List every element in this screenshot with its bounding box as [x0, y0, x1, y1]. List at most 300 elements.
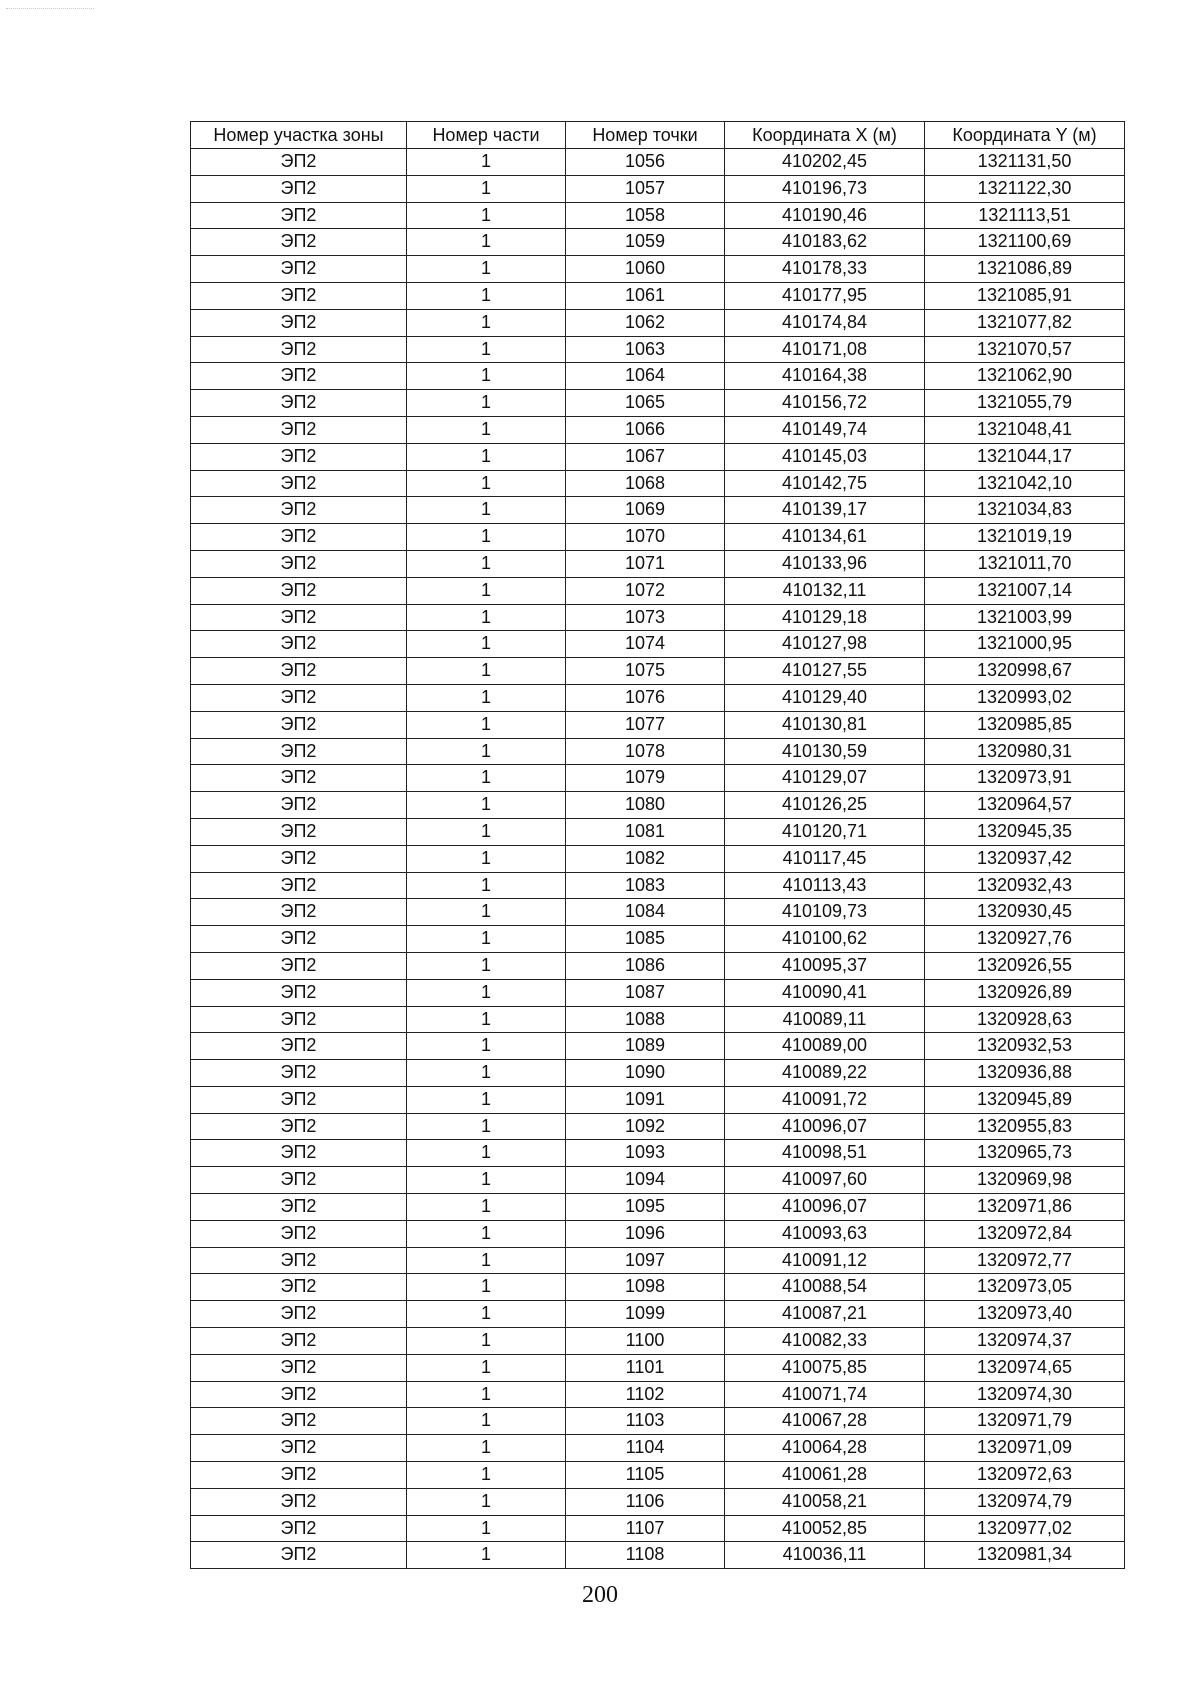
cell-coordinate-y: 1321113,51 [925, 202, 1125, 229]
cell-coordinate-y: 1320926,89 [925, 979, 1125, 1006]
cell-zone-section: ЭП2 [191, 872, 407, 899]
cell-coordinate-y: 1320973,91 [925, 765, 1125, 792]
cell-coordinate-y: 1320972,77 [925, 1247, 1125, 1274]
cell-coordinate-x: 410202,45 [725, 149, 925, 176]
cell-point-number: 1058 [566, 202, 725, 229]
cell-point-number: 1083 [566, 872, 725, 899]
cell-zone-section: ЭП2 [191, 1113, 407, 1140]
cell-part-number: 1 [407, 738, 566, 765]
cell-zone-section: ЭП2 [191, 416, 407, 443]
table-row [191, 631, 1125, 658]
cell-zone-section: ЭП2 [191, 1462, 407, 1489]
cell-part-number: 1 [407, 792, 566, 819]
cell-zone-section: ЭП2 [191, 684, 407, 711]
cell-part-number: 1 [407, 1301, 566, 1328]
cell-part-number: 1 [407, 1113, 566, 1140]
cell-part-number: 1 [407, 1515, 566, 1542]
cell-coordinate-x: 410061,28 [725, 1462, 925, 1489]
header-row [191, 122, 1125, 149]
cell-part-number: 1 [407, 1167, 566, 1194]
cell-coordinate-y: 1321007,14 [925, 577, 1125, 604]
cell-part-number: 1 [407, 524, 566, 551]
cell-zone-section: ЭП2 [191, 765, 407, 792]
cell-zone-section: ЭП2 [191, 1220, 407, 1247]
cell-point-number: 1095 [566, 1194, 725, 1221]
table-row [191, 1086, 1125, 1113]
cell-zone-section: ЭП2 [191, 1328, 407, 1355]
cell-point-number: 1104 [566, 1435, 725, 1462]
cell-coordinate-y: 1320927,76 [925, 926, 1125, 953]
cell-coordinate-x: 410067,28 [725, 1408, 925, 1435]
cell-zone-section: ЭП2 [191, 470, 407, 497]
cell-point-number: 1077 [566, 711, 725, 738]
cell-coordinate-y: 1321048,41 [925, 416, 1125, 443]
table-row [191, 1194, 1125, 1221]
table-row [191, 363, 1125, 390]
table-row [191, 1167, 1125, 1194]
cell-zone-section: ЭП2 [191, 282, 407, 309]
table-row [191, 845, 1125, 872]
cell-zone-section: ЭП2 [191, 1006, 407, 1033]
cell-coordinate-y: 1321062,90 [925, 363, 1125, 390]
table-row [191, 229, 1125, 256]
table-row [191, 765, 1125, 792]
cell-part-number: 1 [407, 202, 566, 229]
table-row [191, 926, 1125, 953]
cell-coordinate-x: 410134,61 [725, 524, 925, 551]
cell-zone-section: ЭП2 [191, 604, 407, 631]
cell-coordinate-x: 410089,00 [725, 1033, 925, 1060]
table-row [191, 1462, 1125, 1489]
table-header [191, 122, 1125, 149]
cell-part-number: 1 [407, 1354, 566, 1381]
cell-coordinate-x: 410091,12 [725, 1247, 925, 1274]
page-number: 200 [582, 1582, 618, 1608]
cell-zone-section: ЭП2 [191, 1515, 407, 1542]
cell-coordinate-y: 1321070,57 [925, 336, 1125, 363]
cell-point-number: 1085 [566, 926, 725, 953]
cell-coordinate-y: 1320955,83 [925, 1113, 1125, 1140]
cell-coordinate-y: 1320930,45 [925, 899, 1125, 926]
table-row [191, 416, 1125, 443]
cell-part-number: 1 [407, 1462, 566, 1489]
table-row [191, 256, 1125, 283]
cell-zone-section: ЭП2 [191, 1247, 407, 1274]
cell-part-number: 1 [407, 309, 566, 336]
cell-point-number: 1105 [566, 1462, 725, 1489]
cell-part-number: 1 [407, 1542, 566, 1569]
cell-coordinate-x: 410088,54 [725, 1274, 925, 1301]
cell-coordinate-x: 410052,85 [725, 1515, 925, 1542]
cell-coordinate-x: 410145,03 [725, 443, 925, 470]
cell-zone-section: ЭП2 [191, 1086, 407, 1113]
table-row [191, 1488, 1125, 1515]
cell-coordinate-x: 410096,07 [725, 1113, 925, 1140]
cell-coordinate-x: 410098,51 [725, 1140, 925, 1167]
header-zone-section: Номер участка зоны [191, 122, 407, 149]
cell-coordinate-x: 410130,59 [725, 738, 925, 765]
table-row [191, 497, 1125, 524]
cell-zone-section: ЭП2 [191, 792, 407, 819]
cell-coordinate-x: 410058,21 [725, 1488, 925, 1515]
cell-coordinate-x: 410133,96 [725, 550, 925, 577]
table-row [191, 872, 1125, 899]
cell-coordinate-y: 1321042,10 [925, 470, 1125, 497]
cell-zone-section: ЭП2 [191, 336, 407, 363]
cell-zone-section: ЭП2 [191, 711, 407, 738]
table-row [191, 309, 1125, 336]
cell-part-number: 1 [407, 1220, 566, 1247]
cell-point-number: 1097 [566, 1247, 725, 1274]
cell-coordinate-y: 1321055,79 [925, 390, 1125, 417]
cell-point-number: 1060 [566, 256, 725, 283]
cell-coordinate-x: 410120,71 [725, 818, 925, 845]
cell-zone-section: ЭП2 [191, 1488, 407, 1515]
cell-point-number: 1076 [566, 684, 725, 711]
cell-zone-section: ЭП2 [191, 1033, 407, 1060]
cell-part-number: 1 [407, 658, 566, 685]
table-row [191, 550, 1125, 577]
table-row [191, 1220, 1125, 1247]
cell-point-number: 1107 [566, 1515, 725, 1542]
table-row [191, 658, 1125, 685]
cell-zone-section: ЭП2 [191, 926, 407, 953]
cell-zone-section: ЭП2 [191, 952, 407, 979]
cell-coordinate-y: 1320971,79 [925, 1408, 1125, 1435]
cell-point-number: 1088 [566, 1006, 725, 1033]
cell-coordinate-y: 1321044,17 [925, 443, 1125, 470]
cell-coordinate-x: 410130,81 [725, 711, 925, 738]
table-row [191, 684, 1125, 711]
cell-zone-section: ЭП2 [191, 202, 407, 229]
cell-coordinate-x: 410183,62 [725, 229, 925, 256]
cell-coordinate-y: 1320973,05 [925, 1274, 1125, 1301]
cell-coordinate-y: 1321085,91 [925, 282, 1125, 309]
cell-coordinate-y: 1321019,19 [925, 524, 1125, 551]
cell-point-number: 1072 [566, 577, 725, 604]
cell-part-number: 1 [407, 979, 566, 1006]
table-row [191, 1515, 1125, 1542]
cell-coordinate-x: 410196,73 [725, 175, 925, 202]
cell-coordinate-x: 410127,98 [725, 631, 925, 658]
cell-part-number: 1 [407, 926, 566, 953]
cell-coordinate-x: 410089,11 [725, 1006, 925, 1033]
cell-zone-section: ЭП2 [191, 550, 407, 577]
cell-coordinate-y: 1320980,31 [925, 738, 1125, 765]
cell-coordinate-x: 410096,07 [725, 1194, 925, 1221]
cell-coordinate-y: 1320945,89 [925, 1086, 1125, 1113]
table-row [191, 899, 1125, 926]
cell-zone-section: ЭП2 [191, 229, 407, 256]
cell-point-number: 1069 [566, 497, 725, 524]
scan-artifact [6, 8, 94, 11]
cell-point-number: 1067 [566, 443, 725, 470]
cell-point-number: 1099 [566, 1301, 725, 1328]
table-row [191, 443, 1125, 470]
table-row [191, 1435, 1125, 1462]
cell-point-number: 1063 [566, 336, 725, 363]
header-point-number: Номер точки [566, 122, 725, 149]
cell-zone-section: ЭП2 [191, 818, 407, 845]
cell-coordinate-x: 410064,28 [725, 1435, 925, 1462]
cell-coordinate-y: 1321003,99 [925, 604, 1125, 631]
cell-zone-section: ЭП2 [191, 1542, 407, 1569]
cell-point-number: 1079 [566, 765, 725, 792]
table-row [191, 1247, 1125, 1274]
cell-zone-section: ЭП2 [191, 631, 407, 658]
cell-zone-section: ЭП2 [191, 524, 407, 551]
cell-coordinate-y: 1320974,30 [925, 1381, 1125, 1408]
cell-point-number: 1071 [566, 550, 725, 577]
cell-zone-section: ЭП2 [191, 256, 407, 283]
cell-part-number: 1 [407, 1408, 566, 1435]
table-row [191, 1542, 1125, 1569]
cell-part-number: 1 [407, 256, 566, 283]
cell-part-number: 1 [407, 550, 566, 577]
cell-coordinate-y: 1321100,69 [925, 229, 1125, 256]
cell-point-number: 1061 [566, 282, 725, 309]
cell-coordinate-y: 1320971,09 [925, 1435, 1125, 1462]
table-row [191, 738, 1125, 765]
cell-coordinate-y: 1320972,84 [925, 1220, 1125, 1247]
coordinates-table [190, 121, 1125, 1569]
cell-point-number: 1098 [566, 1274, 725, 1301]
cell-point-number: 1056 [566, 149, 725, 176]
cell-coordinate-x: 410129,18 [725, 604, 925, 631]
cell-coordinate-y: 1321122,30 [925, 175, 1125, 202]
cell-part-number: 1 [407, 1274, 566, 1301]
cell-coordinate-y: 1320985,85 [925, 711, 1125, 738]
cell-part-number: 1 [407, 175, 566, 202]
cell-coordinate-x: 410093,63 [725, 1220, 925, 1247]
cell-zone-section: ЭП2 [191, 175, 407, 202]
table-row [191, 390, 1125, 417]
table-row [191, 818, 1125, 845]
table-row [191, 282, 1125, 309]
cell-zone-section: ЭП2 [191, 497, 407, 524]
cell-point-number: 1070 [566, 524, 725, 551]
cell-coordinate-x: 410149,74 [725, 416, 925, 443]
cell-point-number: 1066 [566, 416, 725, 443]
cell-part-number: 1 [407, 497, 566, 524]
cell-zone-section: ЭП2 [191, 443, 407, 470]
cell-zone-section: ЭП2 [191, 1194, 407, 1221]
cell-point-number: 1062 [566, 309, 725, 336]
cell-part-number: 1 [407, 1247, 566, 1274]
table-row [191, 1033, 1125, 1060]
cell-zone-section: ЭП2 [191, 363, 407, 390]
cell-coordinate-y: 1320974,79 [925, 1488, 1125, 1515]
cell-part-number: 1 [407, 443, 566, 470]
cell-part-number: 1 [407, 684, 566, 711]
cell-coordinate-x: 410178,33 [725, 256, 925, 283]
cell-point-number: 1090 [566, 1060, 725, 1087]
cell-coordinate-x: 410071,74 [725, 1381, 925, 1408]
cell-coordinate-y: 1320974,65 [925, 1354, 1125, 1381]
cell-part-number: 1 [407, 229, 566, 256]
cell-zone-section: ЭП2 [191, 577, 407, 604]
cell-point-number: 1081 [566, 818, 725, 845]
cell-coordinate-y: 1320981,34 [925, 1542, 1125, 1569]
cell-point-number: 1073 [566, 604, 725, 631]
cell-point-number: 1108 [566, 1542, 725, 1569]
table-row [191, 470, 1125, 497]
cell-coordinate-y: 1321086,89 [925, 256, 1125, 283]
cell-zone-section: ЭП2 [191, 1435, 407, 1462]
cell-coordinate-y: 1320964,57 [925, 792, 1125, 819]
cell-part-number: 1 [407, 1006, 566, 1033]
cell-coordinate-y: 1320998,67 [925, 658, 1125, 685]
cell-zone-section: ЭП2 [191, 1274, 407, 1301]
cell-point-number: 1096 [566, 1220, 725, 1247]
cell-part-number: 1 [407, 604, 566, 631]
header-coordinate-y: Координата Y (м) [925, 122, 1125, 149]
cell-coordinate-x: 410174,84 [725, 309, 925, 336]
cell-point-number: 1059 [566, 229, 725, 256]
cell-coordinate-y: 1320965,73 [925, 1140, 1125, 1167]
cell-coordinate-x: 410089,22 [725, 1060, 925, 1087]
cell-coordinate-x: 410091,72 [725, 1086, 925, 1113]
cell-point-number: 1089 [566, 1033, 725, 1060]
table-row [191, 149, 1125, 176]
cell-point-number: 1080 [566, 792, 725, 819]
cell-zone-section: ЭП2 [191, 1140, 407, 1167]
table-row [191, 1006, 1125, 1033]
cell-point-number: 1093 [566, 1140, 725, 1167]
cell-coordinate-y: 1320973,40 [925, 1301, 1125, 1328]
cell-part-number: 1 [407, 470, 566, 497]
cell-part-number: 1 [407, 845, 566, 872]
table-row [191, 524, 1125, 551]
cell-point-number: 1057 [566, 175, 725, 202]
cell-part-number: 1 [407, 1086, 566, 1113]
cell-point-number: 1087 [566, 979, 725, 1006]
cell-point-number: 1094 [566, 1167, 725, 1194]
cell-zone-section: ЭП2 [191, 899, 407, 926]
cell-part-number: 1 [407, 282, 566, 309]
header-part-number: Номер части [407, 122, 566, 149]
cell-zone-section: ЭП2 [191, 979, 407, 1006]
cell-coordinate-x: 410139,17 [725, 497, 925, 524]
cell-point-number: 1106 [566, 1488, 725, 1515]
cell-coordinate-x: 410164,38 [725, 363, 925, 390]
table-row [191, 175, 1125, 202]
cell-part-number: 1 [407, 149, 566, 176]
cell-coordinate-x: 410109,73 [725, 899, 925, 926]
cell-zone-section: ЭП2 [191, 1381, 407, 1408]
cell-coordinate-y: 1321011,70 [925, 550, 1125, 577]
cell-point-number: 1068 [566, 470, 725, 497]
cell-coordinate-y: 1320971,86 [925, 1194, 1125, 1221]
cell-coordinate-x: 410113,43 [725, 872, 925, 899]
cell-point-number: 1064 [566, 363, 725, 390]
cell-part-number: 1 [407, 1060, 566, 1087]
cell-coordinate-x: 410129,07 [725, 765, 925, 792]
cell-coordinate-x: 410177,95 [725, 282, 925, 309]
cell-part-number: 1 [407, 1033, 566, 1060]
cell-coordinate-x: 410087,21 [725, 1301, 925, 1328]
cell-coordinate-x: 410075,85 [725, 1354, 925, 1381]
cell-zone-section: ЭП2 [191, 658, 407, 685]
cell-part-number: 1 [407, 818, 566, 845]
table-row [191, 1301, 1125, 1328]
cell-coordinate-x: 410100,62 [725, 926, 925, 953]
cell-part-number: 1 [407, 765, 566, 792]
cell-coordinate-x: 410127,55 [725, 658, 925, 685]
cell-coordinate-y: 1320972,63 [925, 1462, 1125, 1489]
cell-part-number: 1 [407, 1194, 566, 1221]
cell-zone-section: ЭП2 [191, 149, 407, 176]
cell-coordinate-y: 1320945,35 [925, 818, 1125, 845]
cell-part-number: 1 [407, 390, 566, 417]
cell-zone-section: ЭП2 [191, 1167, 407, 1194]
table-row [191, 577, 1125, 604]
table-row [191, 711, 1125, 738]
cell-point-number: 1092 [566, 1113, 725, 1140]
cell-point-number: 1082 [566, 845, 725, 872]
cell-part-number: 1 [407, 336, 566, 363]
cell-point-number: 1086 [566, 952, 725, 979]
table-row [191, 952, 1125, 979]
table-row [191, 202, 1125, 229]
cell-coordinate-y: 1321131,50 [925, 149, 1125, 176]
cell-coordinate-y: 1320928,63 [925, 1006, 1125, 1033]
cell-part-number: 1 [407, 899, 566, 926]
cell-point-number: 1078 [566, 738, 725, 765]
cell-coordinate-x: 410082,33 [725, 1328, 925, 1355]
cell-coordinate-x: 410036,11 [725, 1542, 925, 1569]
table-row [191, 336, 1125, 363]
cell-part-number: 1 [407, 1140, 566, 1167]
cell-coordinate-x: 410097,60 [725, 1167, 925, 1194]
cell-part-number: 1 [407, 1488, 566, 1515]
cell-point-number: 1074 [566, 631, 725, 658]
cell-coordinate-x: 410190,46 [725, 202, 925, 229]
cell-coordinate-y: 1320936,88 [925, 1060, 1125, 1087]
cell-coordinate-y: 1320926,55 [925, 952, 1125, 979]
cell-coordinate-x: 410156,72 [725, 390, 925, 417]
cell-coordinate-y: 1321077,82 [925, 309, 1125, 336]
table-row [191, 1274, 1125, 1301]
cell-coordinate-x: 410142,75 [725, 470, 925, 497]
cell-zone-section: ЭП2 [191, 1354, 407, 1381]
cell-coordinate-y: 1320937,42 [925, 845, 1125, 872]
cell-coordinate-y: 1320993,02 [925, 684, 1125, 711]
table-row [191, 1328, 1125, 1355]
cell-point-number: 1084 [566, 899, 725, 926]
cell-part-number: 1 [407, 363, 566, 390]
table-row [191, 979, 1125, 1006]
cell-coordinate-y: 1320974,37 [925, 1328, 1125, 1355]
cell-part-number: 1 [407, 1381, 566, 1408]
table-row [191, 1354, 1125, 1381]
cell-point-number: 1075 [566, 658, 725, 685]
cell-zone-section: ЭП2 [191, 738, 407, 765]
cell-coordinate-y: 1320932,53 [925, 1033, 1125, 1060]
cell-point-number: 1100 [566, 1328, 725, 1355]
cell-coordinate-y: 1321034,83 [925, 497, 1125, 524]
cell-part-number: 1 [407, 872, 566, 899]
cell-coordinate-x: 410117,45 [725, 845, 925, 872]
cell-zone-section: ЭП2 [191, 1301, 407, 1328]
header-coordinate-x: Координата X (м) [725, 122, 925, 149]
cell-part-number: 1 [407, 1435, 566, 1462]
cell-part-number: 1 [407, 577, 566, 604]
table-row [191, 792, 1125, 819]
cell-zone-section: ЭП2 [191, 845, 407, 872]
cell-part-number: 1 [407, 952, 566, 979]
cell-coordinate-y: 1321000,95 [925, 631, 1125, 658]
